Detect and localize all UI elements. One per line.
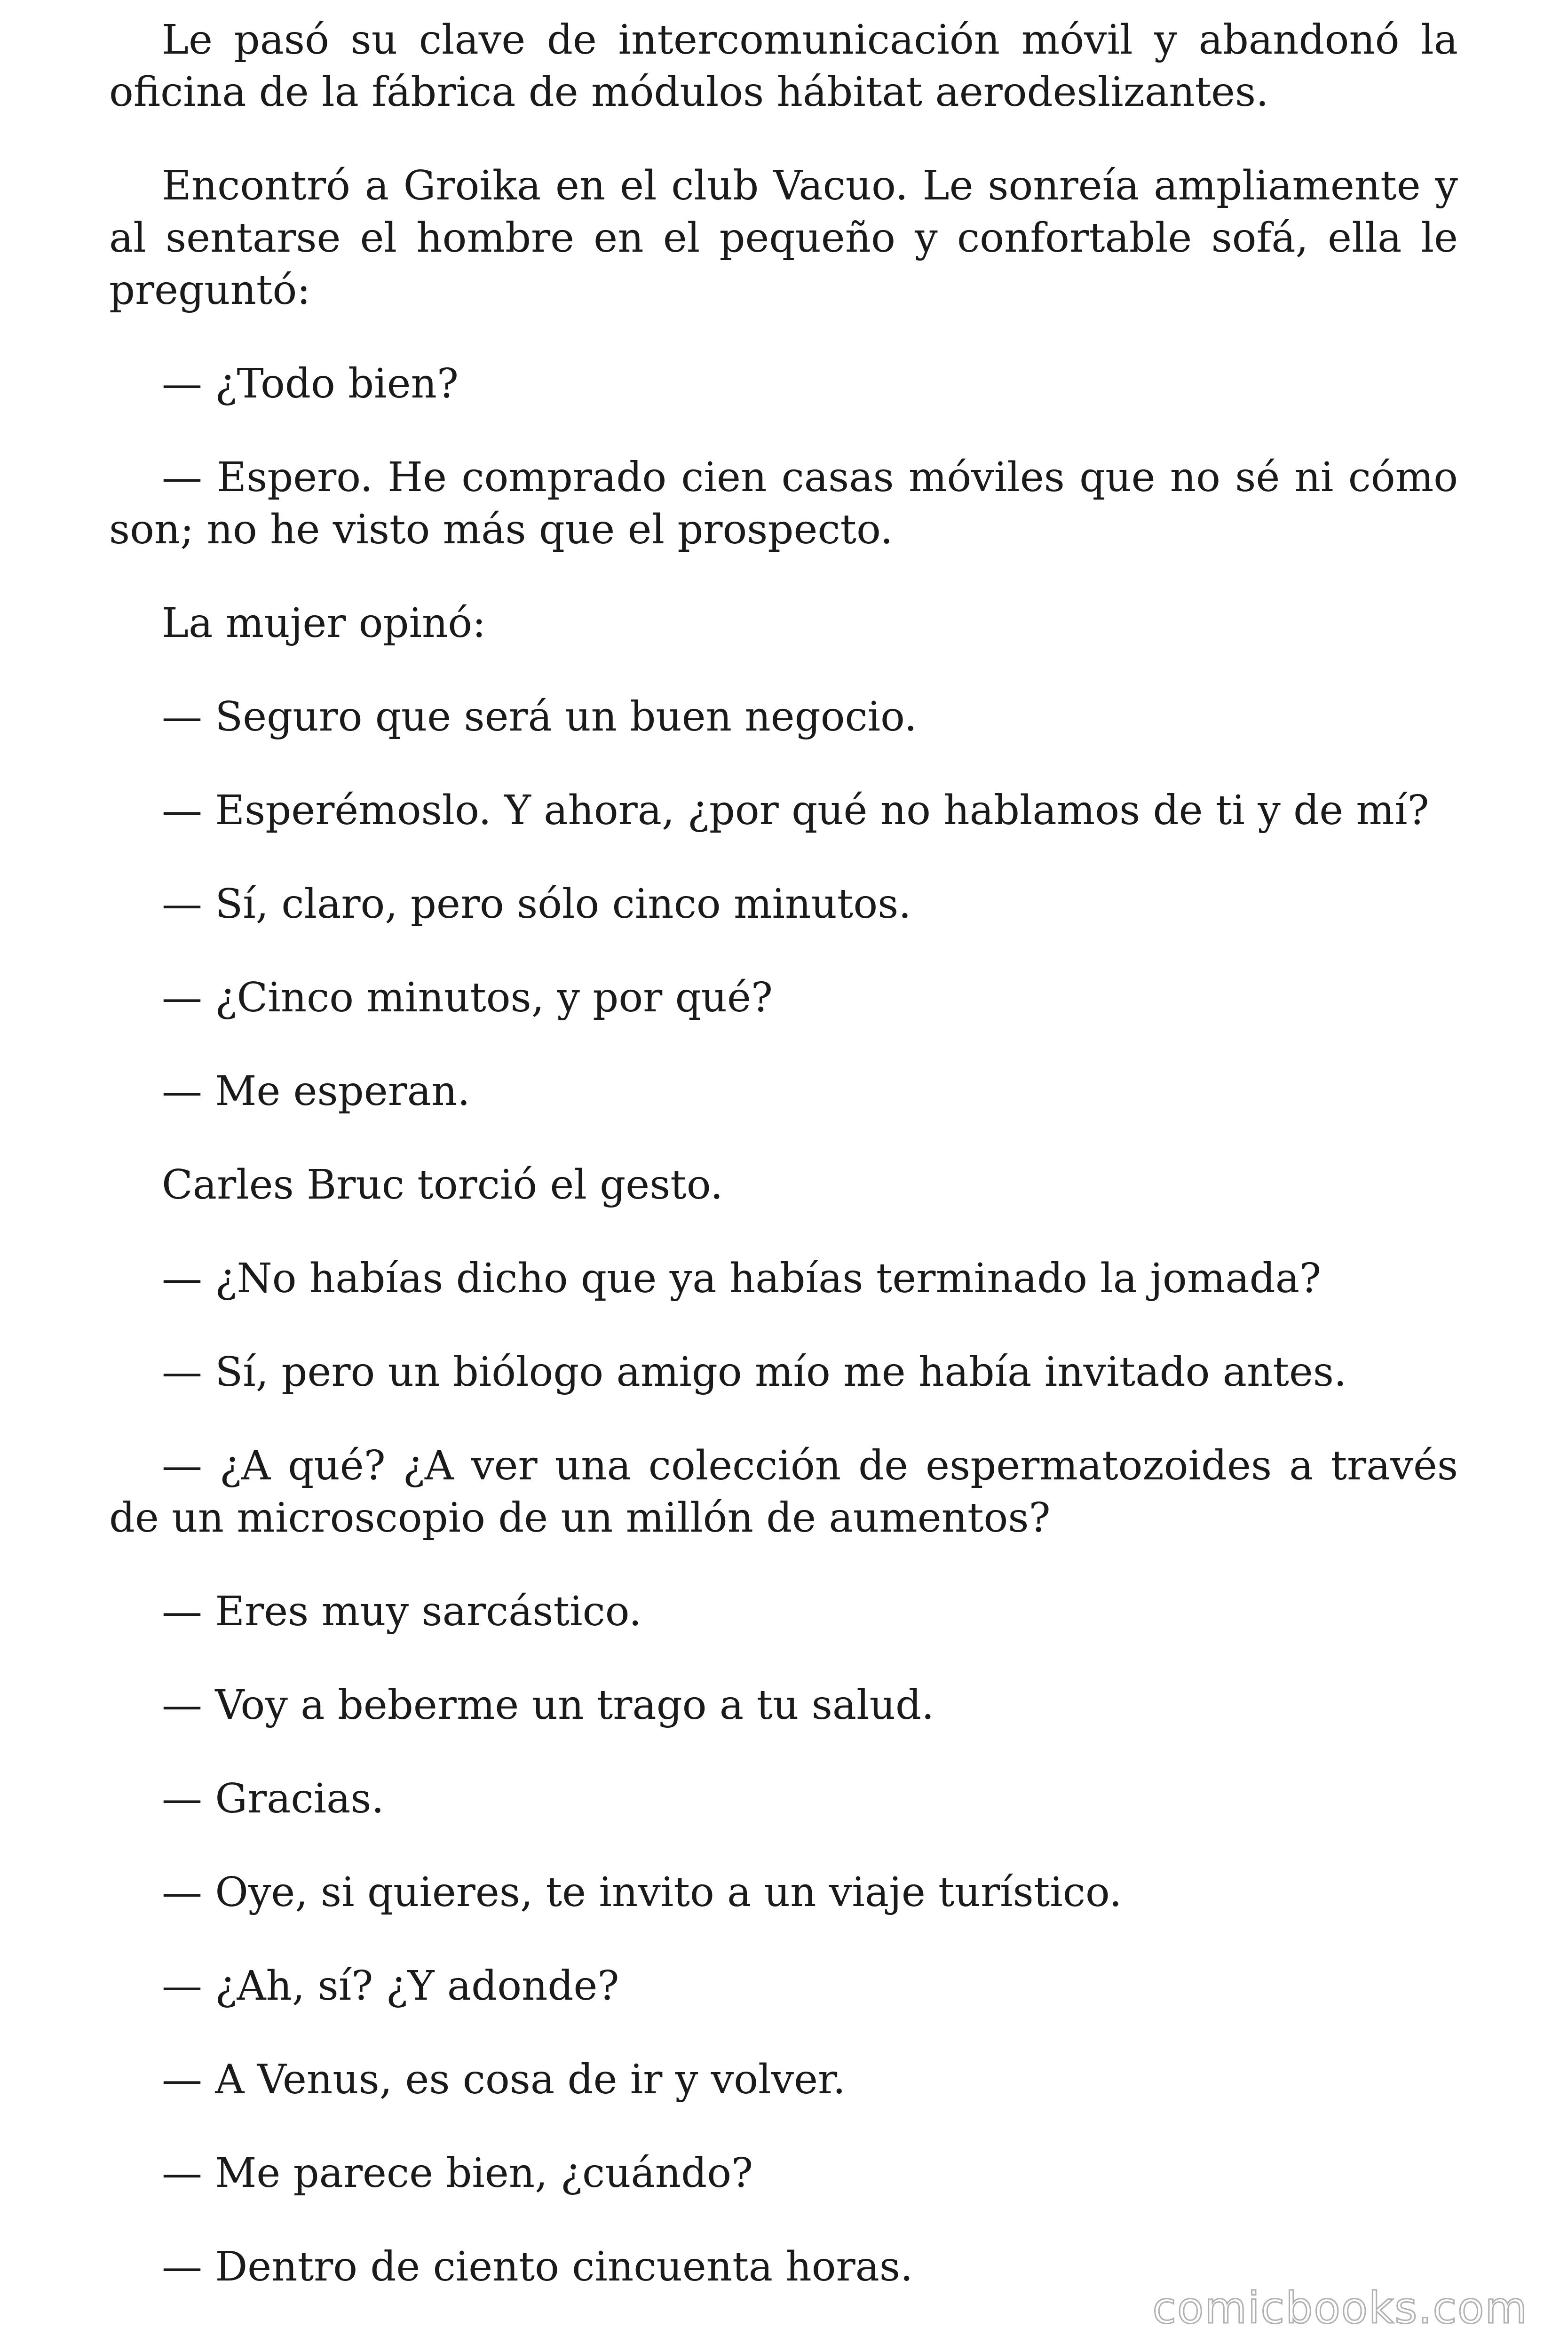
dialogue-line: — ¿A qué? ¿A ver una colección de espermatozoides a través de un microscopio de un millón de aumentos? — [109, 1442, 1458, 1542]
dialogue-line: — Oye, si quieres, te invito a un viaje turístico. — [162, 1869, 1122, 1916]
paragraph: La mujer opinó: — [162, 600, 486, 647]
dialogue-line: — Dentro de ciento cincuenta horas. — [162, 2243, 913, 2290]
dialogue-line: — Me esperan. — [162, 1068, 470, 1115]
dialogue-line: — Espero. He comprado cien casas móviles que no sé ni cómo son; no he visto más que el prospecto. — [109, 454, 1458, 553]
dialogue-line: — Me parece bien, ¿cuándo? — [162, 2150, 753, 2197]
paragraph: Le pasó su clave de intercomunicación móvil y abandonó la oficina de la fábrica de módulos hábitat aerodeslizantes. — [109, 16, 1458, 116]
watermark: comicbooks.com — [1152, 2283, 1528, 2333]
dialogue-line: — A Venus, es cosa de ir y volver. — [162, 2056, 846, 2103]
dialogue-line: — Sí, pero un biólogo amigo mío me había invitado antes. — [162, 1349, 1347, 1396]
dialogue-line: — Sí, claro, pero sólo cinco minutos. — [162, 881, 911, 928]
dialogue-line: — Eres muy sarcástico. — [162, 1588, 642, 1635]
book-page-text — [109, 14, 1458, 2293]
dialogue-line: — Seguro que será un buen negocio. — [162, 693, 917, 740]
paragraph: Carles Bruc torció el gesto. — [162, 1161, 723, 1208]
paragraph: Encontró a Groika en el club Vacuo. Le sonreía ampliamente y al sentarse el hombre en el pequeño y confortable sofá, ella le preguntó: — [109, 162, 1458, 314]
dialogue-line: — ¿No habías dicho que ya habías terminado la jomada? — [162, 1255, 1322, 1302]
dialogue-line: — ¿Cinco minutos, y por qué? — [162, 974, 773, 1021]
dialogue-line: — ¿Todo bien? — [162, 360, 459, 407]
dialogue-line: — Esperémoslo. Y ahora, ¿por qué no hablamos de ti y de mí? — [162, 787, 1429, 834]
dialogue-line: — Gracias. — [162, 1775, 384, 1822]
dialogue-line: — Voy a beberme un trago a tu salud. — [162, 1682, 934, 1729]
dialogue-line: — ¿Ah, sí? ¿Y adonde? — [162, 1963, 619, 2010]
